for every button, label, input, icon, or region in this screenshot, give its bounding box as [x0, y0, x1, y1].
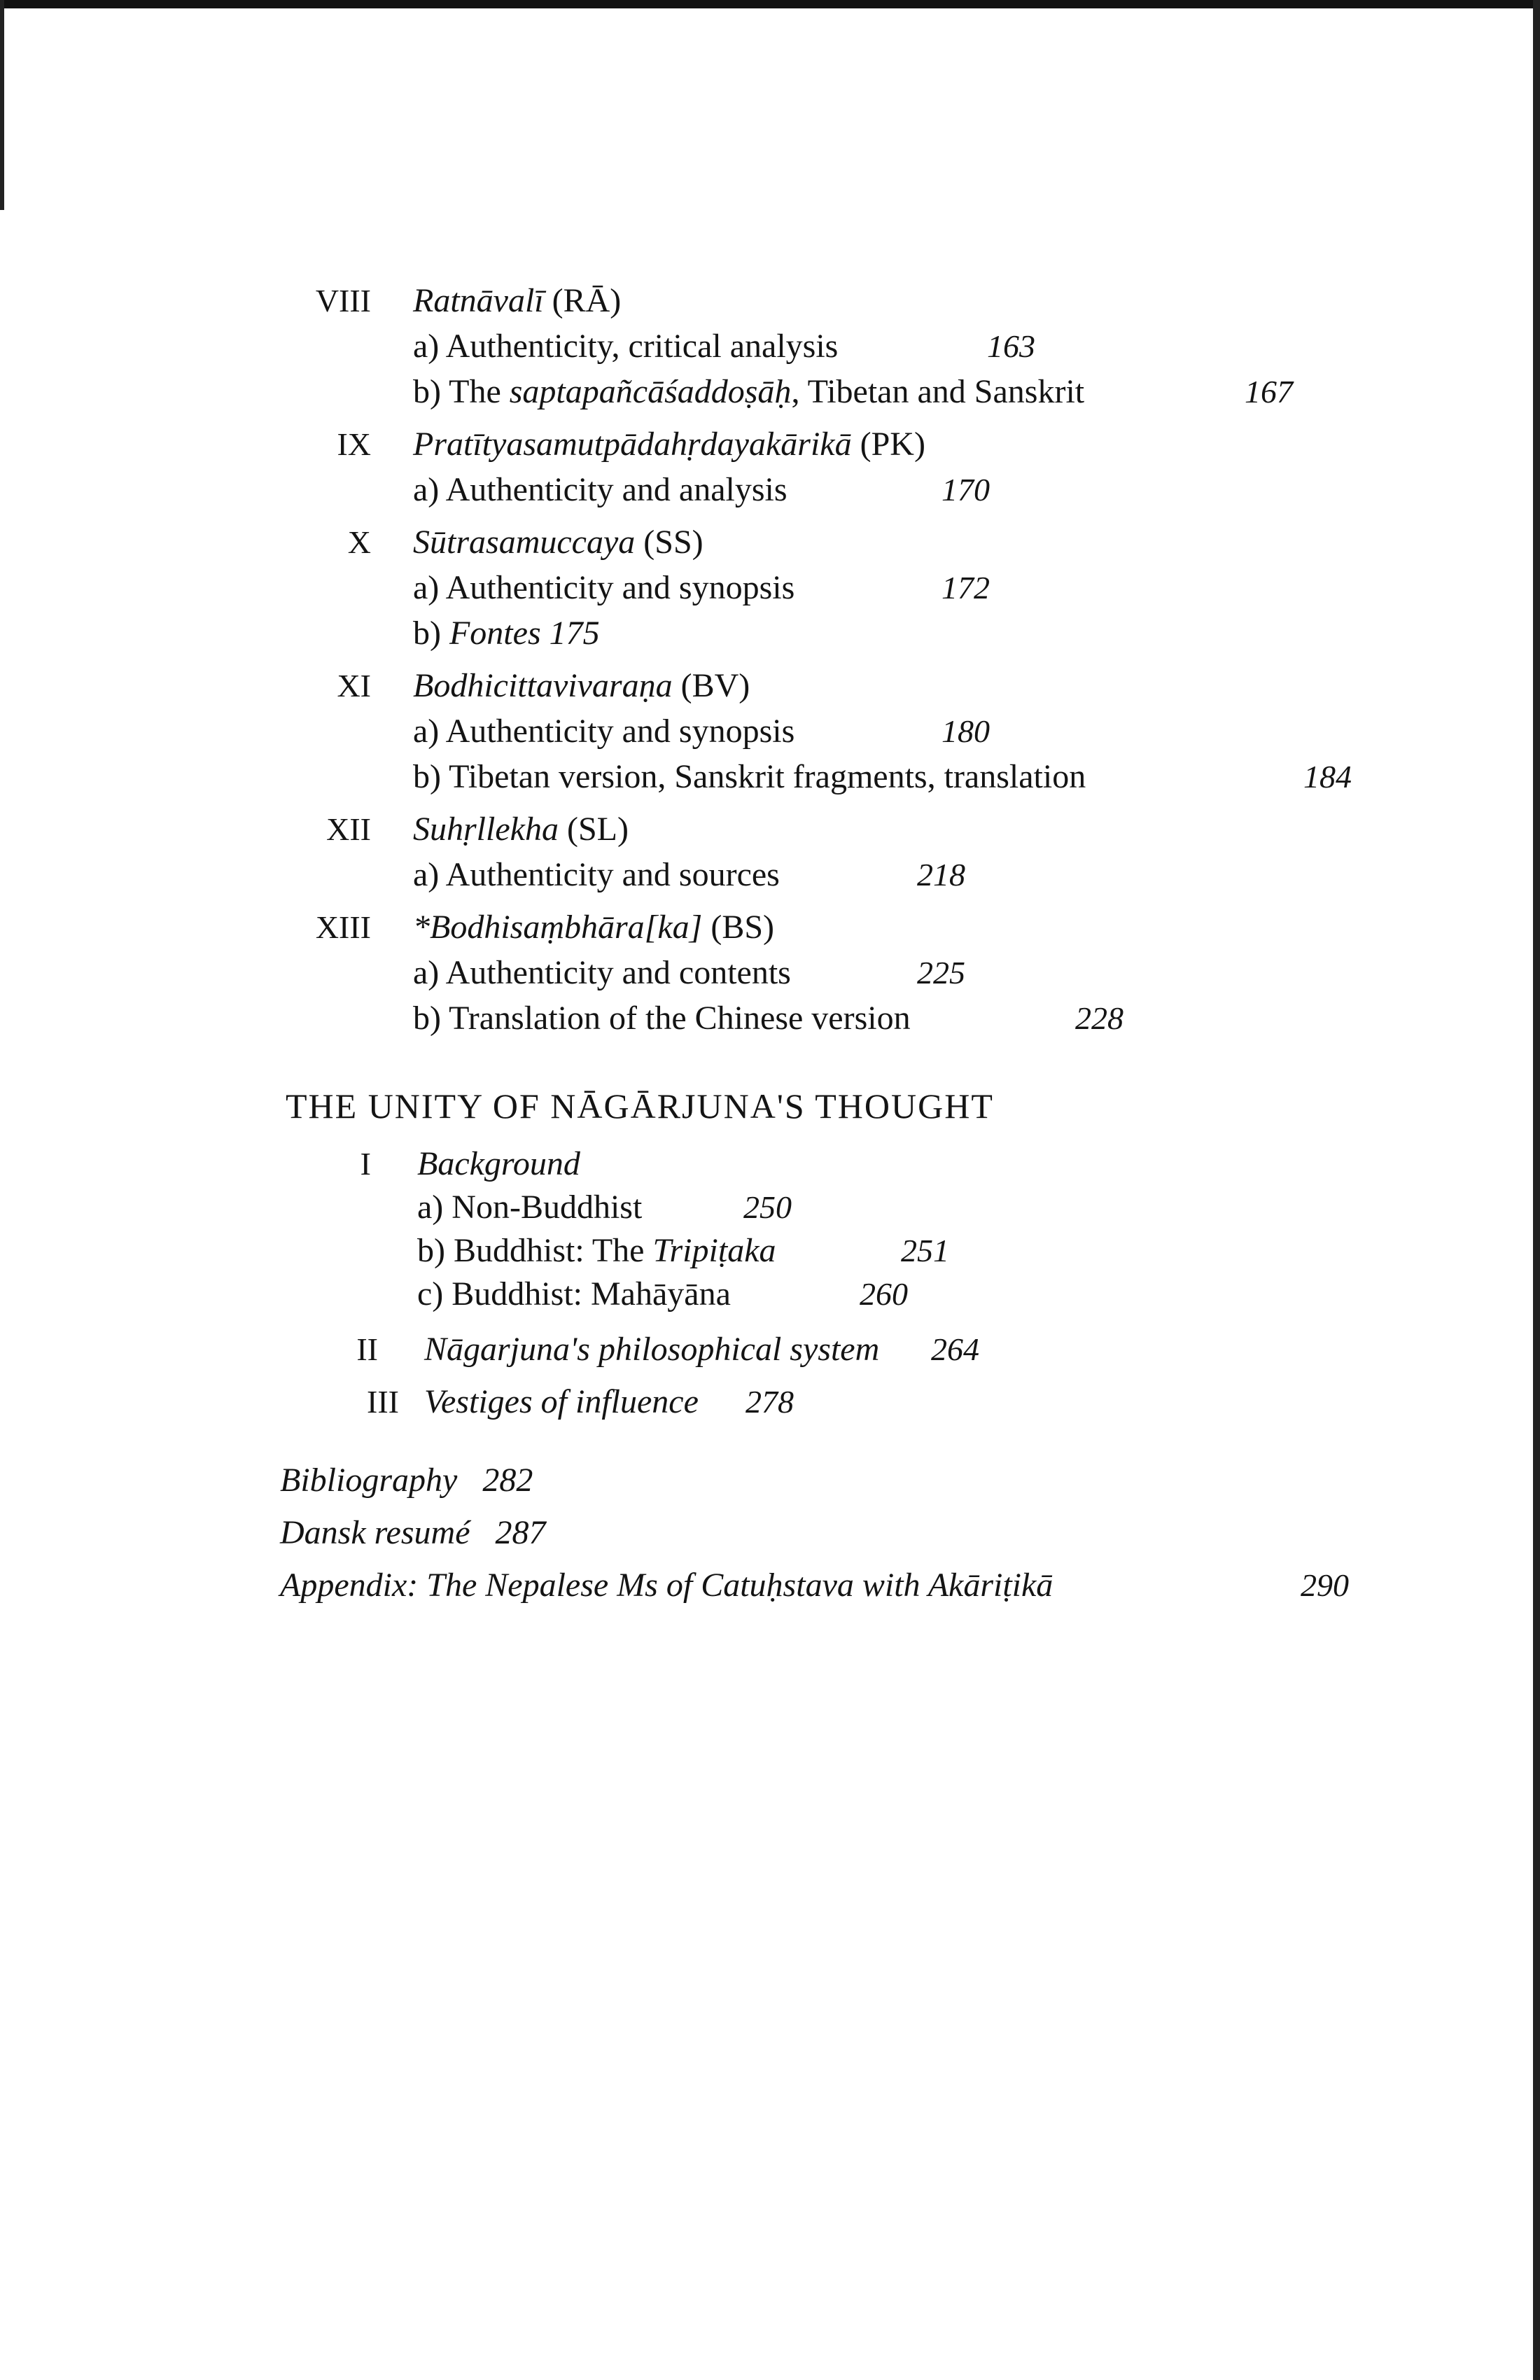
work-title: Pratītyasamutpādahṛdayakārikā — [413, 426, 852, 463]
roman-numeral: XII — [326, 811, 371, 847]
page-number: 228 — [1075, 1000, 1124, 1036]
toc-subentry: a) Authenticity and synopsis — [413, 713, 795, 750]
work-title: Ratnāvalī — [413, 282, 544, 319]
toc-entry-title — [413, 522, 704, 564]
toc-entry-title: Nāgarjuna's philosophical system — [424, 1331, 880, 1368]
work-title: Sūtrasamuccaya — [413, 524, 636, 561]
roman-numeral: I — [360, 1146, 371, 1182]
resume-entry: Dansk resumé 287 — [280, 1514, 546, 1551]
page-number: 278 — [746, 1384, 794, 1420]
toc-entry-title — [413, 906, 774, 948]
section-heading: THE UNITY OF NĀGĀRJUNA'S THOUGHT — [286, 1086, 994, 1126]
toc-entry-title — [413, 280, 621, 322]
roman-numeral: XIII — [315, 909, 371, 945]
toc-entry-title — [413, 424, 925, 465]
page-number: 290 — [1301, 1567, 1349, 1603]
page-number: 172 — [941, 570, 990, 606]
roman-numeral: III — [367, 1384, 399, 1420]
abbreviation: (RĀ) — [552, 282, 622, 319]
page-number: 260 — [860, 1276, 908, 1312]
toc-subentry: b) Tibetan version, Sanskrit fragments, translation — [413, 758, 1086, 795]
toc-subentry: a) Authenticity and analysis — [413, 471, 788, 508]
toc-entry-title — [413, 808, 629, 850]
page-number: 167 — [1245, 374, 1293, 410]
toc-subentry: b) The saptapañcāśaddoṣāḥ, Tibetan and Sanskrit — [413, 373, 1085, 410]
work-title: *Bodhisaṃbhāra[ka] — [413, 909, 703, 946]
page-number: 218 — [917, 857, 965, 892]
abbreviation: (SL) — [566, 811, 629, 848]
page-number: 180 — [941, 713, 990, 749]
roman-numeral: XI — [337, 668, 371, 704]
toc-subentry: a) Authenticity and synopsis — [413, 569, 795, 606]
page-number: 225 — [917, 955, 965, 990]
work-title: Bodhicittavivaraṇa — [413, 667, 673, 704]
page-number: 170 — [941, 472, 990, 507]
toc-subentry: a) Authenticity and sources — [413, 856, 780, 893]
toc-subentry: b) Buddhist: The Tripiṭaka — [417, 1232, 776, 1269]
abbreviation: (BS) — [710, 909, 775, 946]
page-number: 163 — [987, 328, 1035, 364]
toc-subentry: b) Fontes 175 — [413, 615, 600, 652]
roman-numeral: VIII — [315, 283, 371, 318]
work-title: Suhṛllekha — [413, 811, 559, 848]
page-number: 184 — [1303, 759, 1352, 794]
abbreviation: (PK) — [860, 426, 925, 463]
appendix-entry: Appendix: The Nepalese Ms of Catuḥstava with Akāriṭikā — [280, 1567, 1054, 1604]
toc-subentry: c) Buddhist: Mahāyāna — [417, 1275, 731, 1312]
toc-subentry: a) Authenticity and contents — [413, 954, 791, 991]
page-number: 251 — [901, 1233, 949, 1268]
bibliography-entry: Bibliography 282 — [280, 1462, 533, 1499]
roman-numeral: X — [347, 524, 371, 560]
toc-entry-title: Vestiges of influence — [424, 1383, 699, 1420]
toc-entry-title — [413, 665, 750, 707]
roman-numeral: II — [356, 1331, 378, 1367]
roman-numeral: IX — [337, 426, 371, 462]
page-number: 250 — [743, 1189, 792, 1225]
toc-subentry: a) Non-Buddhist — [417, 1189, 643, 1226]
toc-entry-title: Background — [417, 1145, 580, 1182]
abbreviation: (SS) — [643, 524, 704, 561]
page-number: 264 — [931, 1331, 979, 1367]
abbreviation: (BV) — [680, 667, 750, 704]
toc-subentry: a) Authenticity, critical analysis — [413, 328, 839, 365]
toc-subentry: b) Translation of the Chinese version — [413, 1000, 911, 1037]
